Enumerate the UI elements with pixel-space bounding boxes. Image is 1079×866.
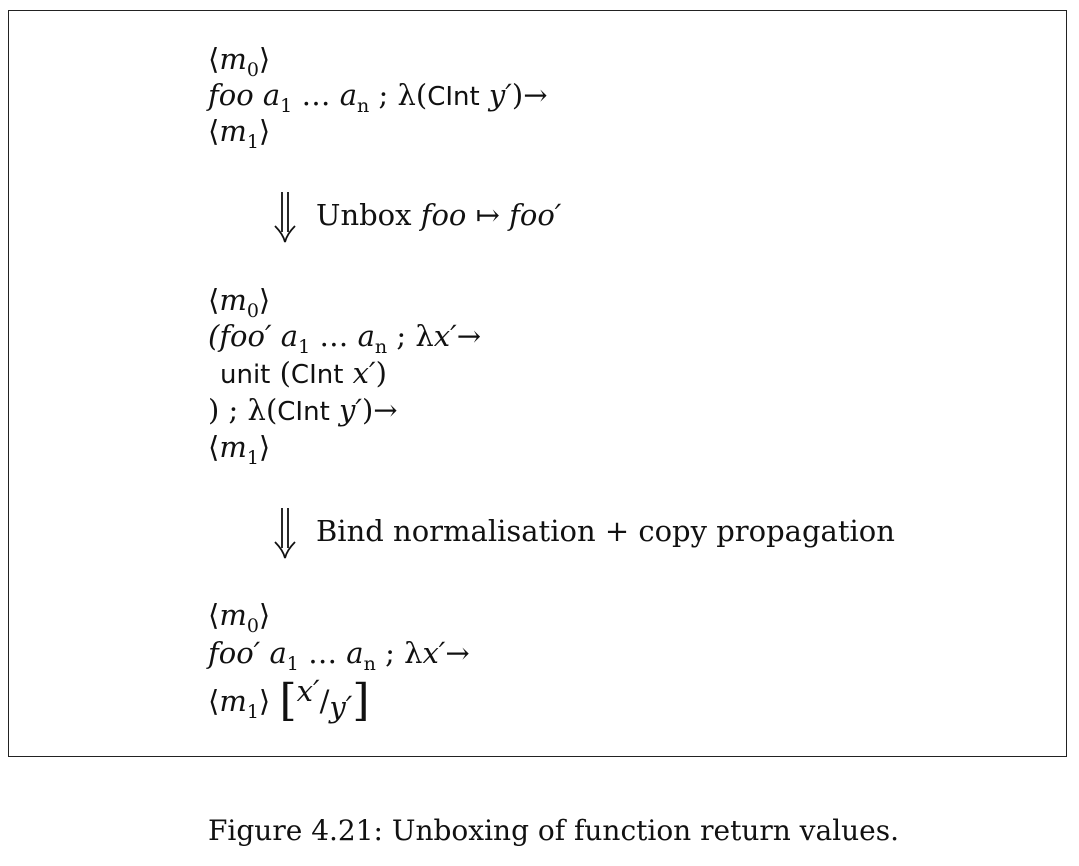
figure-frame xyxy=(8,10,1067,757)
unit-line: unit (CInt x′) xyxy=(220,356,387,390)
close-line: ) ; λ(CInt y′)→ xyxy=(208,393,398,427)
call-line-2: (foo′ $a_1$ … $a_n$ ; λx′→ xyxy=(208,319,482,358)
double-down-arrow-icon xyxy=(270,190,300,244)
m0-line-3: $⟨m_0⟩$ xyxy=(208,598,271,637)
step-bind-label: Bind normalisation + copy propagation xyxy=(316,514,895,548)
double-down-arrow-icon xyxy=(270,506,300,560)
call-line-1: foo $a_1$ … $a_n$ ; λ(CInt y′)→ xyxy=(208,78,548,117)
m0-line-2: $⟨m_0⟩$ xyxy=(208,283,271,322)
step-unbox-label: Unbox foo ↦ foo′ xyxy=(316,198,562,232)
m1-line-2: $⟨m_1⟩$ xyxy=(208,430,271,469)
figure-caption: Figure 4.21: Unboxing of function return values. xyxy=(208,814,900,847)
m0-line-1: $⟨m_0⟩$ xyxy=(208,42,271,81)
m1-subst-line: $⟨m_1⟩$ [x′/y′] xyxy=(208,674,370,726)
m1-line-1: $⟨m_1⟩$ xyxy=(208,114,271,153)
call-line-3: foo′ $a_1$ … $a_n$ ; λx′→ xyxy=(208,636,470,675)
